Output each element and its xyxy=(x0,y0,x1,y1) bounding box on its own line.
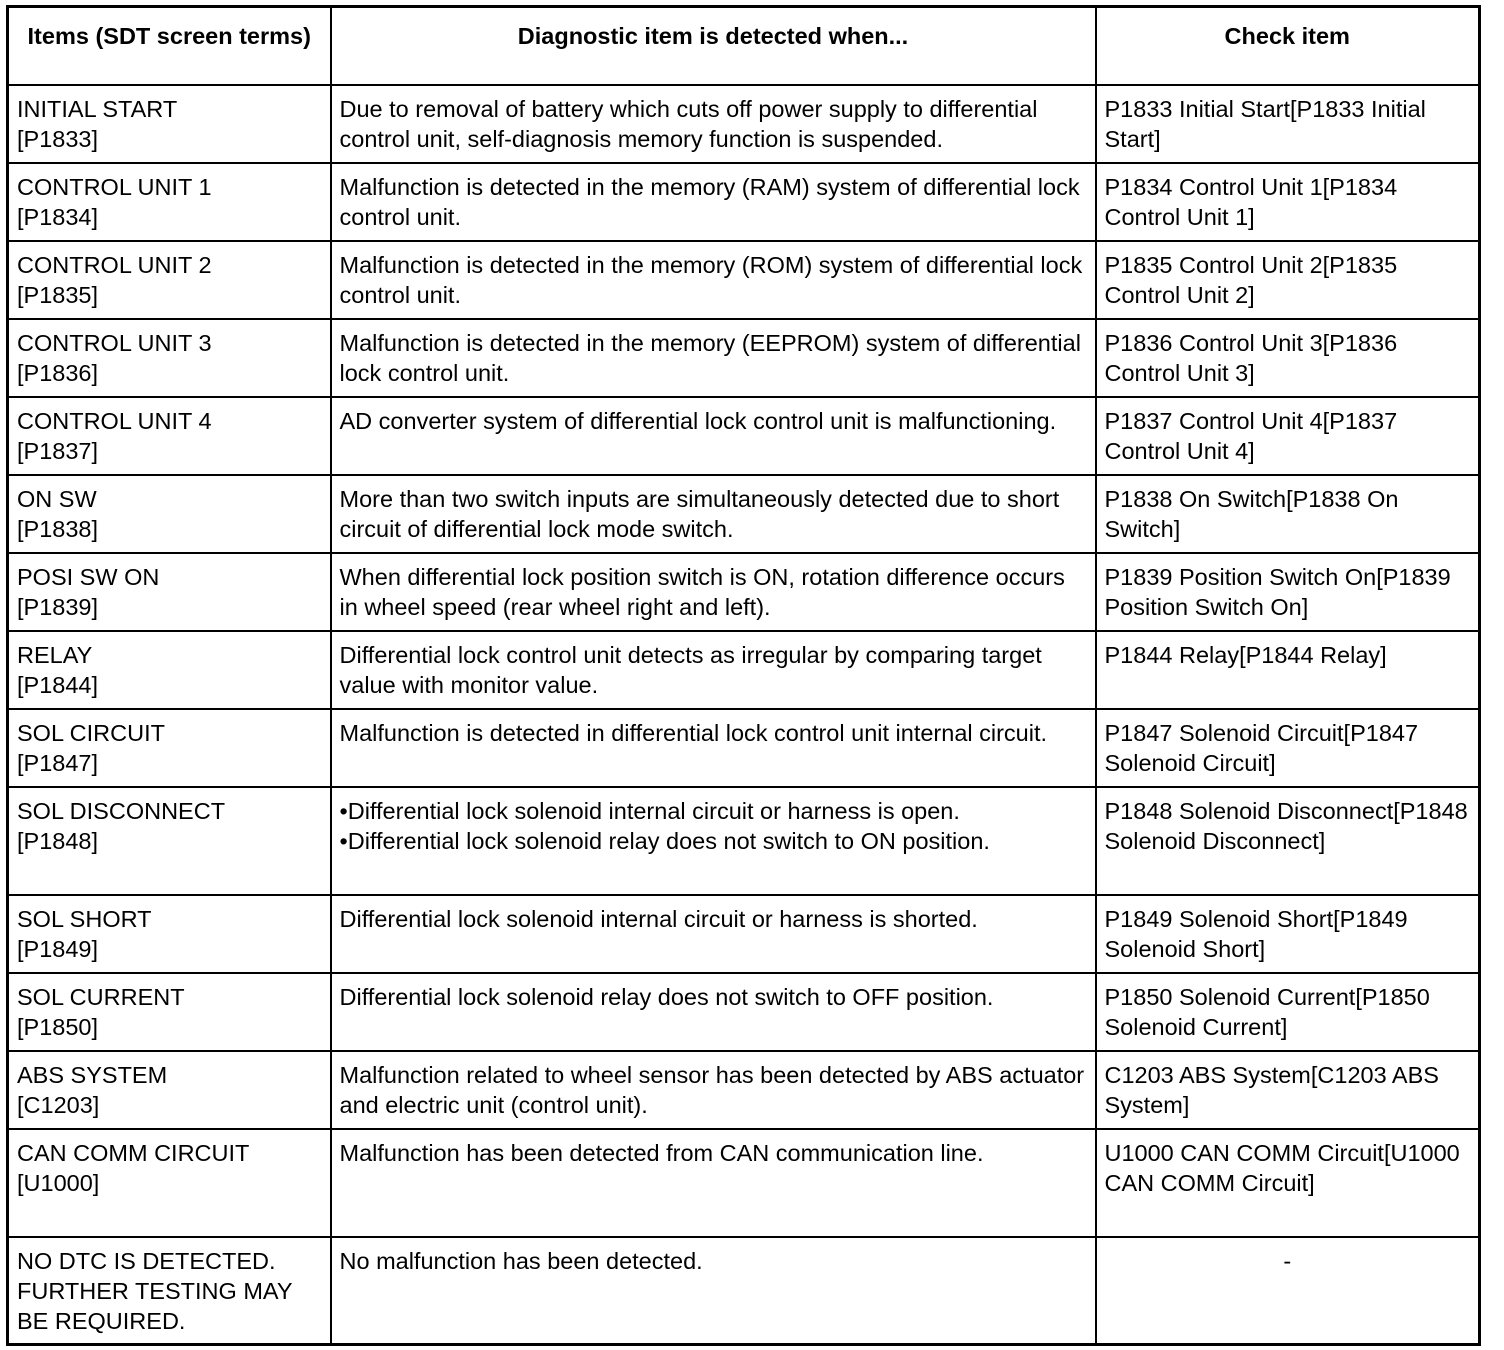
detected-cell xyxy=(331,397,1096,475)
detected-cell xyxy=(331,553,1096,631)
item-name: SOL CURRENT xyxy=(17,983,185,1010)
item-code: [P1835] xyxy=(17,281,99,308)
header-check: Check item xyxy=(1096,7,1480,85)
table-row xyxy=(8,709,1480,787)
detected-cell xyxy=(331,163,1096,241)
table-row xyxy=(8,1129,1480,1237)
detected-cell xyxy=(331,241,1096,319)
detected-cell xyxy=(331,631,1096,709)
detected-text: Malfunction is detected in the memory (RAM) system of differential lock control unit. xyxy=(339,173,1080,230)
detected-cell xyxy=(331,1051,1096,1129)
item-name: CONTROL UNIT 4 xyxy=(17,407,212,434)
item-name: SOL SHORT xyxy=(17,905,152,932)
detected-text: Differential lock control unit detects as irregular by comparing target value with monitor value. xyxy=(339,641,1042,698)
check-cell: U1000 CAN COMM Circuit[U1000 CAN COMM Circuit] xyxy=(1096,1129,1480,1237)
item-name: ON SW xyxy=(17,485,97,512)
diagnostic-table xyxy=(6,5,1481,1346)
table-row xyxy=(8,319,1480,397)
detected-bullet: •Differential lock solenoid relay does not switch to ON position. xyxy=(339,827,990,854)
table-row xyxy=(8,397,1480,475)
table-row xyxy=(8,895,1480,973)
check-cell: C1203 ABS System[C1203 ABS System] xyxy=(1096,1051,1480,1129)
item-name: NO DTC IS DETECTED. FURTHER TESTING MAY BE REQUIRED. xyxy=(17,1247,293,1334)
detected-cell xyxy=(331,85,1096,163)
detected-text: AD converter system of differential lock control unit is malfunctioning. xyxy=(339,407,1057,434)
item-name: SOL DISCONNECT xyxy=(17,797,226,824)
detected-cell xyxy=(331,319,1096,397)
item-cell xyxy=(8,397,331,475)
detected-text: Malfunction has been detected from CAN communication line. xyxy=(339,1139,984,1166)
table-row xyxy=(8,1051,1480,1129)
item-cell xyxy=(8,709,331,787)
detected-cell xyxy=(331,973,1096,1051)
item-code: [P1834] xyxy=(17,203,99,230)
item-cell xyxy=(8,787,331,895)
check-cell: P1835 Control Unit 2[P1835 Control Unit 2] xyxy=(1096,241,1480,319)
item-cell xyxy=(8,631,331,709)
item-name: CONTROL UNIT 2 xyxy=(17,251,212,278)
item-code: [P1836] xyxy=(17,359,99,386)
item-code: [P1838] xyxy=(17,515,99,542)
item-name: CONTROL UNIT 1 xyxy=(17,173,212,200)
item-cell xyxy=(8,553,331,631)
check-cell: P1848 Solenoid Disconnect[P1848 Solenoid Disconnect] xyxy=(1096,787,1480,895)
check-cell: P1847 Solenoid Circuit[P1847 Solenoid Circuit] xyxy=(1096,709,1480,787)
item-cell xyxy=(8,1051,331,1129)
item-code: [U1000] xyxy=(17,1169,100,1196)
item-code: [P1844] xyxy=(17,671,99,698)
detected-cell xyxy=(331,709,1096,787)
detected-text: More than two switch inputs are simultaneously detected due to short circuit of differential lock mode switch. xyxy=(339,485,1060,542)
detected-text: Malfunction related to wheel sensor has been detected by ABS actuator and electric unit (control unit). xyxy=(339,1061,1085,1118)
check-cell: P1838 On Switch[P1838 On Switch] xyxy=(1096,475,1480,553)
item-code: [C1203] xyxy=(17,1091,100,1118)
item-code: [P1837] xyxy=(17,437,99,464)
check-cell: P1833 Initial Start[P1833 Initial Start] xyxy=(1096,85,1480,163)
item-cell xyxy=(8,163,331,241)
detected-cell xyxy=(331,475,1096,553)
table-row xyxy=(8,163,1480,241)
table-row xyxy=(8,973,1480,1051)
table-row xyxy=(8,85,1480,163)
detected-text: Malfunction is detected in differential lock control unit internal circuit. xyxy=(339,719,1048,746)
check-cell: P1834 Control Unit 1[P1834 Control Unit 1] xyxy=(1096,163,1480,241)
table-body xyxy=(8,85,1480,1345)
item-name: POSI SW ON xyxy=(17,563,160,590)
detected-text: Malfunction is detected in the memory (EEPROM) system of differential lock control unit. xyxy=(339,329,1081,386)
item-name: INITIAL START xyxy=(17,95,178,122)
check-cell: P1839 Position Switch On[P1839 Position Switch On] xyxy=(1096,553,1480,631)
detected-cell xyxy=(331,787,1096,895)
item-cell xyxy=(8,973,331,1051)
item-cell xyxy=(8,475,331,553)
item-cell xyxy=(8,85,331,163)
detected-cell xyxy=(331,1237,1096,1345)
table-row xyxy=(8,475,1480,553)
item-code: [P1848] xyxy=(17,827,99,854)
detected-text: No malfunction has been detected. xyxy=(339,1247,703,1274)
item-name: CAN COMM CIRCUIT xyxy=(17,1139,250,1166)
item-code: [P1847] xyxy=(17,749,99,776)
table-row xyxy=(8,631,1480,709)
item-code: [P1833] xyxy=(17,125,99,152)
check-cell: - xyxy=(1096,1237,1480,1345)
item-name: CONTROL UNIT 3 xyxy=(17,329,212,356)
detected-cell xyxy=(331,895,1096,973)
item-code: [P1849] xyxy=(17,935,99,962)
table-row xyxy=(8,553,1480,631)
header-detected: Diagnostic item is detected when... xyxy=(331,7,1096,85)
check-cell: P1836 Control Unit 3[P1836 Control Unit 3] xyxy=(1096,319,1480,397)
check-cell: P1850 Solenoid Current[P1850 Solenoid Current] xyxy=(1096,973,1480,1051)
item-cell xyxy=(8,241,331,319)
header-items: Items (SDT screen terms) xyxy=(8,7,331,85)
item-cell xyxy=(8,1237,331,1345)
header-row xyxy=(8,7,1480,85)
item-code: [P1839] xyxy=(17,593,99,620)
detected-text: Due to removal of battery which cuts off power supply to differential control unit, self-diagnosis memory function is suspended. xyxy=(339,95,1038,152)
table-row xyxy=(8,787,1480,895)
item-cell xyxy=(8,319,331,397)
item-name: SOL CIRCUIT xyxy=(17,719,165,746)
item-cell xyxy=(8,895,331,973)
table-row xyxy=(8,1237,1480,1345)
check-cell: P1837 Control Unit 4[P1837 Control Unit 4] xyxy=(1096,397,1480,475)
item-name: RELAY xyxy=(17,641,93,668)
item-cell xyxy=(8,1129,331,1237)
item-name: ABS SYSTEM xyxy=(17,1061,168,1088)
check-cell: P1844 Relay[P1844 Relay] xyxy=(1096,631,1480,709)
detected-text: Differential lock solenoid relay does not switch to OFF position. xyxy=(339,983,994,1010)
item-code: [P1850] xyxy=(17,1013,99,1040)
detected-text: Differential lock solenoid internal circuit or harness is shorted. xyxy=(339,905,978,932)
table-row xyxy=(8,241,1480,319)
detected-bullet: •Differential lock solenoid internal circuit or harness is open. xyxy=(339,797,960,824)
detected-cell xyxy=(331,1129,1096,1237)
detected-text: Malfunction is detected in the memory (ROM) system of differential lock control unit. xyxy=(339,251,1083,308)
check-cell: P1849 Solenoid Short[P1849 Solenoid Short] xyxy=(1096,895,1480,973)
detected-text: When differential lock position switch is ON, rotation difference occurs in wheel speed (rear wheel right and left). xyxy=(339,563,1065,620)
diagnostic-table-container xyxy=(6,5,1478,1344)
